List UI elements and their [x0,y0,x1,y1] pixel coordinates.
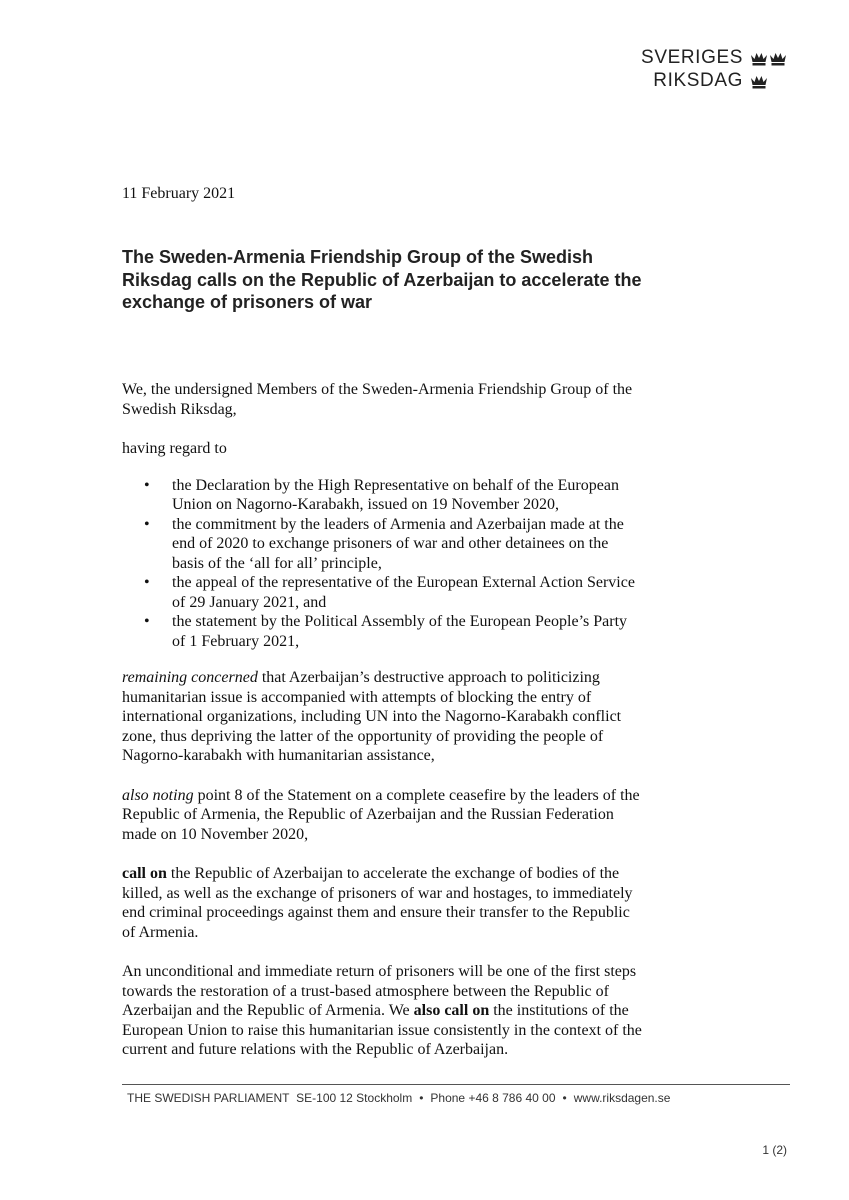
footer-phone: Phone +46 8 786 40 00 [430,1091,556,1105]
page-number: 1 (2) [762,1143,787,1157]
concerned-paragraph: remaining concerned that Azerbaijan’s destructive approach to politicizing humanitarian issue is accompanied with attempts of blocking the entry of international organizations, including UN into the Nagorno-Karabakh conflict zone, thus depriving the latter of the opportunity of providing the people of Nagorno-karabakh with humanitarian assistance, [122,669,622,764]
list-item: • the appeal of the representative of the European External Action Service of 29 January 2021, and [144,574,635,611]
document-body [122,380,642,1080]
final-paragraph: An unconditional and immediate return of prisoners will be one of the first steps towards the restoration of a trust-based atmosphere between the Republic of Azerbaijan and the Republic of Armenia. We also call on the institutions of the European Union to raise this humanitarian issue consistently in the context of the current and future relations with the Republic of Azerbaijan. [122,963,642,1058]
noting-paragraph: also noting point 8 of the Statement on a complete ceasefire by the leaders of the Republic of Armenia, the Republic of Azerbaijan and the Russian Federation made on 10 November 2020, [122,786,640,843]
footer-rule [122,1084,790,1085]
footer-address: SE-100 12 Stockholm [296,1091,413,1105]
crown-icon [750,73,768,89]
list-item: • the commitment by the leaders of Armenia and Azerbaijan made at the end of 2020 to exchange prisoners of war and other detainees on the basis of the ‘all for all’ principle, [144,515,624,572]
footer-separator: • [419,1091,424,1105]
footer-org: THE SWEDISH PARLIAMENT [127,1091,290,1105]
list-item: • the statement by the Political Assembly of the European People’s Party of 1 February 2021, [144,613,628,650]
footer [127,1091,670,1105]
document-date: 11 February 2021 [122,185,236,202]
bullet-icon: • [144,613,150,630]
callon-lead: call on [122,865,167,882]
concerned-lead: remaining concerned [122,669,258,686]
document-title: The Sweden-Armenia Friendship Group of the Swedish Riksdag calls on the Republic of Azerbaijan to accelerate the exchange of prisoners of war [122,247,642,312]
also-call-on: also call on [413,1002,490,1019]
crown-icon [750,50,768,66]
bullet-list [122,476,642,652]
callon-paragraph: call on the Republic of Azerbaijan to accelerate the exchange of bodies of the killed, as well as the exchange of prisoners of war and hostages, to immediately end criminal proceedings against them and ensure their transfer to the Republic of Armenia. [122,865,633,941]
intro-paragraph: We, the undersigned Members of the Sweden-Armenia Friendship Group of the Swedish Riksdag, [122,381,633,418]
noting-lead: also noting [122,786,194,804]
footer-separator: • [562,1091,567,1105]
bullet-icon: • [144,515,150,533]
bullet-icon: • [144,574,150,591]
bullet-icon: • [144,476,150,494]
footer-web: www.riksdagen.se [573,1091,671,1105]
crown-icon [769,50,787,66]
list-item: • the Declaration by the High Representative on behalf of the European Union on Nagorno-Karabakh, issued on 19 November 2020, [144,476,619,513]
logo-word-sveriges: SVERIGES [641,46,743,68]
riksdag-logo [641,46,787,92]
regard-paragraph: having regard to [122,440,227,457]
logo-word-riksdag: RIKSDAG [653,69,743,91]
